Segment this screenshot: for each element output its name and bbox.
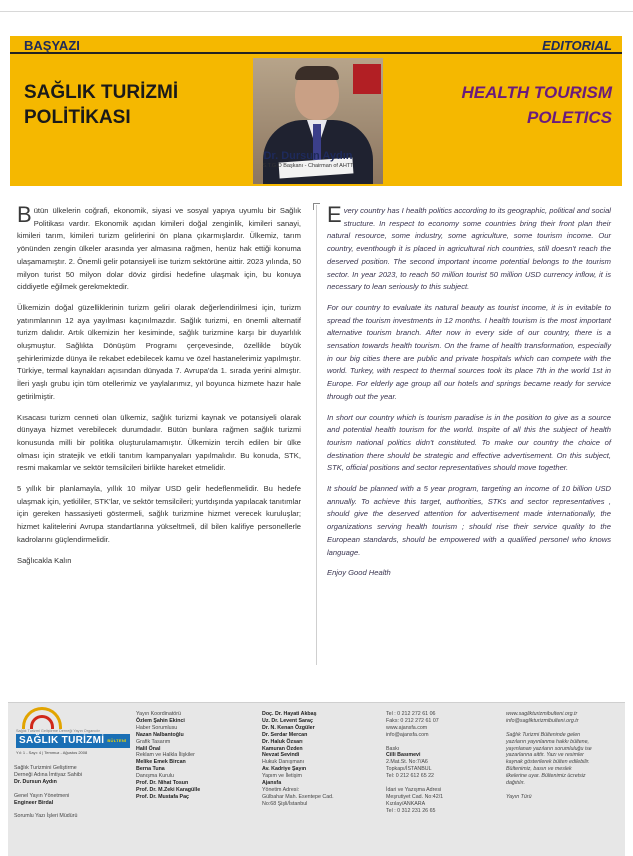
article-en-paragraph-4: It should be planned with a 5 year program, targeting an income of 10 billion USD annually. To achieve this target, authorities, STKs and sector representatives , should give the deserved attention for advertisement made internationally, the organizations serving health tourism ; should rise their service quality to the European standards, should be empowered with a qualified personel who knows language. [327,484,611,557]
masthead-line[interactable]: info@saglikturizmibulteni.org.tr [506,717,579,724]
title-en [402,80,612,130]
title-tr-line2: POLİTİKASI [24,107,131,128]
masthead-imprint [8,702,625,856]
masthead-line: Nazan Nalbantoğlu [136,731,184,738]
portrait-hair [295,66,339,80]
page-top-edge [0,0,633,12]
editorial-header [10,36,622,186]
masthead-line: Grafik Tasarım [136,738,171,745]
masthead-line: Reklam ve Halkla İlişkiler [136,752,195,759]
article-tr-paragraph-4: 5 yıllık bir planlamayla, yıllık 10 milyar USD gelir hedeflenmelidir. Bu hedefe ulaşmak için, yetkililer, STK'lar, ve sektör temsilcileri; yurtdışında yapılacak tanıtımlar için gereken hassasiyeti göstermeli, sağlık turizmine hizmet verecek kuruluşlar; hizmet kalitelerini Avrupa standartlarına yükseltmeli, dil bilen kalifiye personellerle kadrolarını güçlendirmelidir. [17,484,301,544]
masthead-line: Kamuran Özden [262,745,303,752]
header-strip [10,36,622,54]
masthead-line: Yayın Türü [506,793,532,800]
masthead-line: Derneği Adına İmtiyaz Sahibi [14,771,83,778]
article-tr [17,202,301,575]
masthead-line: Dr. N. Kenan Özgüler [262,724,315,731]
masthead-line: Danışma Kurulu [136,773,174,780]
masthead-line: Melike Emek Bircan [136,759,186,766]
masthead-line: 2.Mat.St. No:7/A6 [386,759,428,766]
masthead-line: Baskı [386,745,400,752]
logo-tagline: Sağlık Turizmi Geliştirme Derneği Yayın Organıdır [16,729,100,733]
masthead-line: Hukuk Danışmanı [262,759,305,766]
masthead-line [386,739,496,746]
kicker-tr: BAŞYAZI [24,38,80,53]
masthead-line: Engineer Birdal [14,799,54,806]
flag-shape [353,64,381,94]
kicker-en: EDITORIAL [542,38,612,53]
masthead-line: Av. Kadriye Şayın [262,766,307,773]
masthead-line: kaynak gösterilerek bülten edilebilir. [506,759,590,766]
masthead-line [506,725,621,732]
article-tr-signoff: Sağlıcakla Kalın [17,555,72,565]
masthead-line: Tel: 0 212 612 65 22 [386,773,435,780]
masthead-line: Dr. Haluk Özsarı [262,738,303,745]
masthead-line: Sağlık Turizmi Bülteninde gelen [506,731,581,738]
logo-issue: Yıl: 1 - Sayı: 4 | Temmuz - Ağustos 2008 [16,750,88,755]
masthead-col5 [506,711,621,801]
article-tr-paragraph-1: Bütün ülkelerin coğrafi, ekonomik, siyasi ve sosyal yapıya uyumlu bir Sağlık Politikası vardır. Ekonomik açıdan kimileri doğal zenginlik, kimileri sanayi, kimileri tarım, kimileri turizm gelirlerini ön plana çıkarmışlardır. Ülkemiz, tarım yönünden zengin ülkeler arasında yer almasına rağmen, henüz hak ettiği konuma ulaşamamıştır. 2. Önemli gelir potansiyeli ise turizm sektörüne aittir. 2023 yılında, 50 milyon turist 50 milyon dolar döviz girdisi hedefine ulaşmak için, bu konuya ciddiyetle eğilmek gerekmektedir. [17,202,301,292]
masthead-line: yazarlarına aittir. Yazı ve resimler [506,752,584,759]
column-divider [316,205,317,665]
masthead-line: Nevzat Sevindi [262,752,300,759]
author-name: Dr. Dursun Aydın [263,150,353,162]
author-role: S.T.G.D Başkanı - Chairman of AHTT [262,163,354,169]
masthead-line: Halil Önal [136,745,161,752]
masthead-line: Kızılay/ANKARA [386,800,426,807]
masthead-line: Ajansfa [262,780,282,787]
masthead-col2 [136,711,256,801]
masthead-line [14,786,132,793]
masthead-line: Yönetim Adresi: [262,786,300,793]
masthead-line: Uz. Dr. Levent Saraç [262,717,313,724]
masthead-line: Sağlık Turizmini Geliştirme [14,765,77,771]
article-en-signoff: Enjoy Good Health [327,568,391,578]
masthead-line: Doç. Dr. Hayati Akbaş [262,711,317,717]
masthead-line: Dr. Dursun Aydın [14,778,57,785]
article-en-paragraph-1: Every country has I health politics according to its geographic, political and social structure. In respect to economy some countries bring their front plan their natural resource, some industry, some agriculture, some tourism income. Our country, eventhough it is placed in agricultural rich countries, still doesn't reach the deserved position. The second important income potential belongs to the tourism sector. In year 2023, to reach 50 million tourist 50 million USD currency inflow, it is necessary to lean seriously to this subject. [327,202,611,292]
title-en-line2: POLETICS [526,108,612,127]
masthead-line[interactable]: www.saglikturizmibulteni.org.tr [506,711,578,717]
bulletin-logo [12,707,130,763]
logo-title: SAĞLIK TURİZMİ BÜLTENİ [16,734,130,748]
masthead-line: Yapım ve İletişim [262,773,302,780]
masthead-line: Topkapı/İSTANBUL [386,766,432,773]
masthead-line: Prof. Dr. Mustafa Paç [136,793,189,800]
masthead-line: Genel Yayın Yönetmeni [14,792,70,799]
masthead-line: dağıtılır. [506,780,525,787]
logo-subtitle: BÜLTENİ [107,738,127,743]
masthead-col4 [386,711,496,815]
article-en-paragraph-3: In short our country which is tourism paradise is in the position to give as a source and potential health tourism for the world. Inspite of all this the subject of health tourism national politics didn't constituted. To make our country the choice of destination there should be strategic and effective advertisement. On this subject, STK, official positions and sector representatives should move together. [327,412,611,473]
dropcap-en: E [327,202,342,227]
masthead-line: Berna Tuna [136,766,165,773]
masthead-line: ilkelerine uyar. Bültenimiz ücretsiz [506,773,586,780]
article-en-paragraph-2: For our country to evaluate its natural beauty as tourist income, it is in evitable to spread the tourism investments in 12 months. I health tourism is the most important alternative tourism branch. After now in every side of our country, there is a sensation towards health tourism. On the frame of health transformation, especially in our big cities there are public and private hospitals which can compete with the world. Turkey, with respect to thermal sources took its place 7th in the world 1st in Europe. For elderly age group all our hotels and springs became ready for service through out the year. [327,302,611,401]
masthead-line: Prof. Dr. Nihat Tosun [136,780,189,787]
article-tr-paragraph-2: Ülkemizin doğal güzelliklerinin turizm geliri olarak değerlendirilmesi için, turizm yatırımlarının 12 aya yayılması kaçınılmazdır. Sağlık turizmi, en önemli alternatif turizm dalıdır. Artık ülkemizin her kesiminde, sağlık turizmine karşı bir duyarlılık oluşmuştur. Sağlıkta Dönüşüm Programı çerçevesinde, özellikle büyük şehirlerimizde dünya ile rekabet edebilecek kamu ve özel hastanelerimiz yapılmıştır. Türkiye, termal kaynakları açısından dünyada 7. Avrupa'da 1. sırada yerini almıştır. İleri yaşlı grubu için tüm otellerimiz ve yaylalarımız, yıl boyunca hizmete hazır hale getirilmiştir. [17,302,301,401]
masthead-line: Özlem Şahin Ekinci [136,717,185,724]
masthead-line: Cilli Basımevi [386,752,421,759]
masthead-line: Sorumlu Yazı İşleri Müdürü [14,813,78,820]
article-en [327,202,611,588]
masthead-line[interactable]: www.ajansfa.com [386,724,428,731]
masthead-line: yayınlanan yazıların sorumluluğu ise [506,745,592,752]
masthead-line: yazıların yayınlanma hakkı bültene, [506,738,590,745]
masthead-line [506,787,621,794]
masthead-line: Dr. Serdar Mercan [262,731,308,738]
masthead-line: No:68 Şişli/İstanbul [262,800,308,807]
masthead-line[interactable]: info@ajansfa.com [386,731,429,738]
masthead-line: Meşrutiyet Cad. No:42/1 [386,793,444,800]
masthead-owner [14,765,132,820]
masthead-line: Tel : 0 212 272 61 06 [386,711,436,717]
masthead-line: İdari ve Yazışma Adresi [386,786,442,793]
masthead-col3 [262,711,382,808]
masthead-line: Gülbahar Mah. Esentepe Cad. [262,793,334,800]
title-en-line1: HEALTH TOURISM [461,83,612,102]
masthead-line: Prof. Dr. M.Zeki Karagülle [136,786,201,793]
masthead-line: Haber Sorumlusu [136,724,178,731]
masthead-line: Yayın Koordinatörü [136,711,181,717]
masthead-line: Tel : 0 312 231 26 65 [386,807,436,814]
title-tr-line1: SAĞLIK TURİZMİ [24,82,179,103]
dropcap-tr: B [17,202,32,227]
masthead-line: Faks: 0 212 272 61 07 [386,717,439,724]
masthead-line: Bültenimiz, basın ve meslek [506,766,572,773]
masthead-line [386,780,496,787]
title-tr [24,80,224,130]
article-tr-paragraph-3: Kısacası turizm cenneti olan ülkemiz, sağlık turizmi kaynak ve potansiyeli olarak dünyaya hizmet verebilecek durumdadır. Bütün bunlara rağmen sağlık turizmi konusunda milli bir politika oluşturulamamıştır. Ülkemizin tercih edilen bir ülke olması için stratejik ve etkili tanıtım kampanyaları yapılmalıdır. Bu konuda, STK, resmi makamlar ve sektör temsilcileri birlikte hareket etmelidir. [17,412,301,473]
